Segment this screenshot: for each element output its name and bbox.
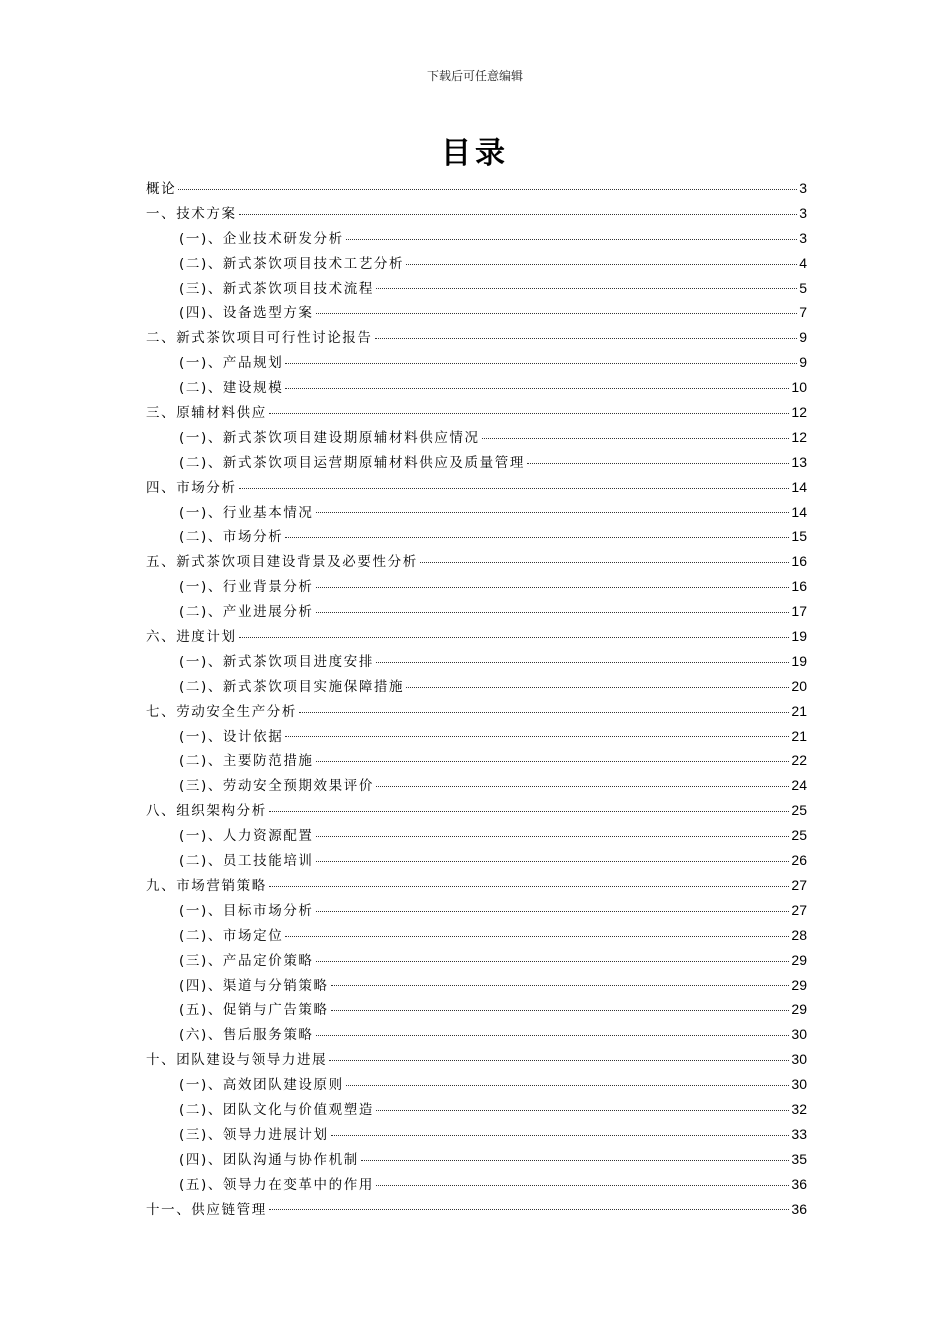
toc-entry-page-number: 19: [791, 628, 807, 645]
toc-dot-leader: [406, 686, 789, 688]
table-of-contents: [146, 176, 807, 1221]
toc-entry[interactable]: [146, 848, 807, 873]
toc-entry-label: 一、技术方案: [146, 205, 237, 222]
toc-entry-page-number: 25: [791, 802, 807, 819]
toc-entry-label: 二、新式茶饮项目可行性讨论报告: [146, 330, 373, 347]
toc-entry[interactable]: [146, 201, 807, 226]
toc-entry-page-number: 12: [791, 404, 807, 421]
toc-dot-leader: [285, 536, 789, 538]
toc-dot-leader: [329, 1059, 789, 1061]
toc-entry-page-number: 9: [799, 354, 807, 371]
toc-entry-label: (二)、主要防范措施: [179, 753, 314, 770]
toc-entry[interactable]: [146, 251, 807, 276]
toc-entry[interactable]: [146, 798, 807, 823]
toc-dot-leader: [178, 188, 797, 190]
toc-entry-page-number: 27: [791, 901, 807, 918]
toc-entry[interactable]: [146, 724, 807, 749]
toc-entry-page-number: 5: [799, 279, 807, 296]
toc-entry-page-number: 9: [799, 329, 807, 346]
toc-entry[interactable]: [146, 823, 807, 848]
toc-dot-leader: [299, 711, 789, 713]
toc-entry[interactable]: [146, 400, 807, 425]
toc-entry-label: (一)、企业技术研发分析: [179, 230, 344, 247]
toc-dot-leader: [376, 287, 797, 289]
toc-entry[interactable]: [146, 699, 807, 724]
toc-entry-label: (六)、售后服务策略: [179, 1027, 314, 1044]
toc-entry-label: (一)、人力资源配置: [179, 828, 314, 845]
toc-dot-leader: [239, 487, 790, 489]
toc-entry-page-number: 17: [791, 603, 807, 620]
toc-dot-leader: [269, 1208, 790, 1210]
toc-entry[interactable]: [146, 898, 807, 923]
toc-entry-label: 九、市场营销策略: [146, 877, 267, 894]
toc-entry[interactable]: [146, 276, 807, 301]
toc-dot-leader: [527, 462, 789, 464]
toc-dot-leader: [269, 412, 790, 414]
toc-entry[interactable]: [146, 1122, 807, 1147]
toc-entry-label: 三、原辅材料供应: [146, 405, 267, 422]
toc-entry-page-number: 20: [791, 677, 807, 694]
toc-entry-page-number: 26: [791, 852, 807, 869]
toc-dot-leader: [285, 735, 789, 737]
toc-entry-page-number: 30: [791, 1026, 807, 1043]
toc-dot-leader: [361, 1159, 790, 1161]
toc-entry[interactable]: [146, 1022, 807, 1047]
toc-entry-label: (四)、团队沟通与协作机制: [179, 1151, 359, 1168]
toc-dot-leader: [482, 437, 790, 439]
toc-entry-page-number: 36: [791, 1175, 807, 1192]
toc-entry-label: (三)、领导力进展计划: [179, 1126, 329, 1143]
toc-entry[interactable]: [146, 425, 807, 450]
toc-entry-page-number: 7: [799, 304, 807, 321]
toc-dot-leader: [269, 810, 790, 812]
toc-entry[interactable]: [146, 176, 807, 201]
toc-entry[interactable]: [146, 923, 807, 948]
toc-entry-label: (三)、劳动安全预期效果评价: [179, 778, 374, 795]
toc-dot-leader: [316, 511, 790, 513]
toc-entry-label: (一)、行业背景分析: [179, 579, 314, 596]
toc-dot-leader: [239, 213, 798, 215]
toc-entry-label: (五)、促销与广告策略: [179, 1002, 329, 1019]
toc-title: 目录: [441, 136, 509, 171]
toc-dot-leader: [376, 1184, 789, 1186]
toc-dot-leader: [316, 910, 790, 912]
toc-entry-page-number: 25: [791, 827, 807, 844]
toc-dot-leader: [346, 1084, 790, 1086]
toc-entry[interactable]: [146, 475, 807, 500]
toc-entry[interactable]: [146, 375, 807, 400]
toc-entry-page-number: 32: [791, 1100, 807, 1117]
toc-entry-page-number: 4: [799, 254, 807, 271]
toc-entry[interactable]: [146, 973, 807, 998]
toc-entry-label: 四、市场分析: [146, 479, 237, 496]
toc-entry[interactable]: [146, 873, 807, 898]
toc-dot-leader: [376, 661, 789, 663]
toc-entry-label: (一)、产品规划: [179, 355, 284, 372]
toc-entry-label: (四)、渠道与分销策略: [179, 977, 329, 994]
toc-entry-page-number: 14: [791, 478, 807, 495]
toc-entry-page-number: 35: [791, 1150, 807, 1167]
toc-entry-label: (一)、设计依据: [179, 728, 284, 745]
toc-dot-leader: [285, 387, 789, 389]
toc-dot-leader: [346, 238, 797, 240]
toc-dot-leader: [285, 935, 789, 937]
toc-entry-label: (二)、市场分析: [179, 529, 284, 546]
toc-dot-leader: [406, 263, 797, 265]
toc-dot-leader: [316, 611, 790, 613]
toc-entry[interactable]: [146, 773, 807, 798]
toc-entry-page-number: 15: [791, 528, 807, 545]
toc-dot-leader: [269, 885, 790, 887]
toc-entry-page-number: 29: [791, 951, 807, 968]
toc-entry-page-number: 30: [791, 1076, 807, 1093]
toc-dot-leader: [316, 760, 790, 762]
toc-entry[interactable]: [146, 1072, 807, 1097]
toc-dot-leader: [331, 1134, 790, 1136]
toc-entry[interactable]: [146, 1197, 807, 1222]
toc-entry-page-number: 36: [791, 1200, 807, 1217]
toc-entry-page-number: 29: [791, 1001, 807, 1018]
toc-entry-label: (二)、建设规模: [179, 380, 284, 397]
toc-dot-leader: [376, 1109, 789, 1111]
toc-entry[interactable]: [146, 1047, 807, 1072]
toc-entry-label: (一)、高效团队建设原则: [179, 1077, 344, 1094]
toc-entry-label: (三)、新式茶饮项目技术流程: [179, 280, 374, 297]
toc-entry-page-number: 30: [791, 1051, 807, 1068]
toc-entry[interactable]: [146, 226, 807, 251]
toc-entry-label: (三)、产品定价策略: [179, 952, 314, 969]
toc-entry-page-number: 27: [791, 876, 807, 893]
toc-entry[interactable]: [146, 624, 807, 649]
toc-dot-leader: [331, 1009, 790, 1011]
toc-entry-label: 五、新式茶饮项目建设背景及必要性分析: [146, 554, 418, 571]
toc-dot-leader: [316, 1034, 790, 1036]
toc-dot-leader: [285, 362, 797, 364]
toc-entry[interactable]: [146, 450, 807, 475]
toc-entry[interactable]: [146, 524, 807, 549]
toc-entry-page-number: 24: [791, 777, 807, 794]
toc-dot-leader: [376, 785, 789, 787]
toc-entry[interactable]: [146, 574, 807, 599]
toc-entry[interactable]: [146, 599, 807, 624]
toc-entry-page-number: 33: [791, 1125, 807, 1142]
toc-dot-leader: [316, 586, 790, 588]
toc-entry[interactable]: [146, 674, 807, 699]
toc-dot-leader: [375, 337, 798, 339]
toc-entry-label: (四)、设备选型方案: [179, 305, 314, 322]
toc-entry[interactable]: [146, 325, 807, 350]
toc-dot-leader: [316, 860, 790, 862]
toc-entry[interactable]: [146, 500, 807, 525]
toc-entry[interactable]: [146, 1147, 807, 1172]
toc-entry-page-number: 29: [791, 976, 807, 993]
toc-entry-page-number: 3: [799, 204, 807, 221]
toc-dot-leader: [239, 636, 790, 638]
toc-entry[interactable]: [146, 649, 807, 674]
toc-entry[interactable]: [146, 997, 807, 1022]
toc-entry[interactable]: [146, 350, 807, 375]
toc-entry-label: (二)、新式茶饮项目技术工艺分析: [179, 255, 405, 272]
toc-entry[interactable]: [146, 948, 807, 973]
toc-entry-page-number: 28: [791, 926, 807, 943]
toc-entry-page-number: 22: [791, 752, 807, 769]
toc-entry-label: (五)、领导力在变革中的作用: [179, 1176, 374, 1193]
toc-entry-page-number: 3: [799, 229, 807, 246]
toc-dot-leader: [316, 835, 790, 837]
toc-entry-label: 十一、供应链管理: [146, 1201, 267, 1218]
toc-dot-leader: [331, 984, 790, 986]
toc-entry-label: (二)、新式茶饮项目运营期原辅材料供应及质量管理: [179, 454, 525, 471]
toc-entry[interactable]: [146, 1172, 807, 1197]
toc-entry-page-number: 19: [791, 652, 807, 669]
toc-entry-label: (二)、团队文化与价值观塑造: [179, 1101, 374, 1118]
toc-entry[interactable]: [146, 748, 807, 773]
toc-entry-label: (二)、员工技能培训: [179, 853, 314, 870]
page-header-note: 下载后可任意编辑: [426, 69, 523, 83]
toc-entry[interactable]: [146, 549, 807, 574]
toc-entry-page-number: 3: [799, 180, 807, 196]
toc-dot-leader: [316, 960, 790, 962]
toc-entry-label: (一)、新式茶饮项目建设期原辅材料供应情况: [179, 429, 480, 446]
toc-entry-page-number: 13: [791, 453, 807, 470]
toc-entry-label: 十、团队建设与领导力进展: [146, 1052, 328, 1069]
toc-entry-label: (一)、新式茶饮项目进度安排: [179, 653, 374, 670]
toc-entry[interactable]: [146, 1097, 807, 1122]
toc-entry-label: 概论: [146, 181, 177, 197]
toc-entry-label: (一)、行业基本情况: [179, 504, 314, 521]
toc-entry-label: (二)、新式茶饮项目实施保障措施: [179, 678, 405, 695]
toc-entry-page-number: 21: [791, 727, 807, 744]
toc-entry-label: (二)、市场定位: [179, 927, 284, 944]
toc-entry[interactable]: [146, 300, 807, 325]
toc-dot-leader: [316, 312, 798, 314]
toc-entry-page-number: 16: [791, 578, 807, 595]
toc-dot-leader: [420, 561, 790, 563]
toc-entry-label: (一)、目标市场分析: [179, 902, 314, 919]
toc-entry-label: 七、劳动安全生产分析: [146, 703, 297, 720]
toc-entry-page-number: 16: [791, 553, 807, 570]
toc-entry-label: (二)、产业进展分析: [179, 604, 314, 621]
toc-entry-page-number: 21: [791, 702, 807, 719]
toc-entry-page-number: 14: [791, 503, 807, 520]
toc-entry-label: 八、组织架构分析: [146, 803, 267, 820]
toc-entry-page-number: 10: [791, 379, 807, 396]
toc-entry-page-number: 12: [791, 428, 807, 445]
toc-entry-label: 六、进度计划: [146, 629, 237, 646]
